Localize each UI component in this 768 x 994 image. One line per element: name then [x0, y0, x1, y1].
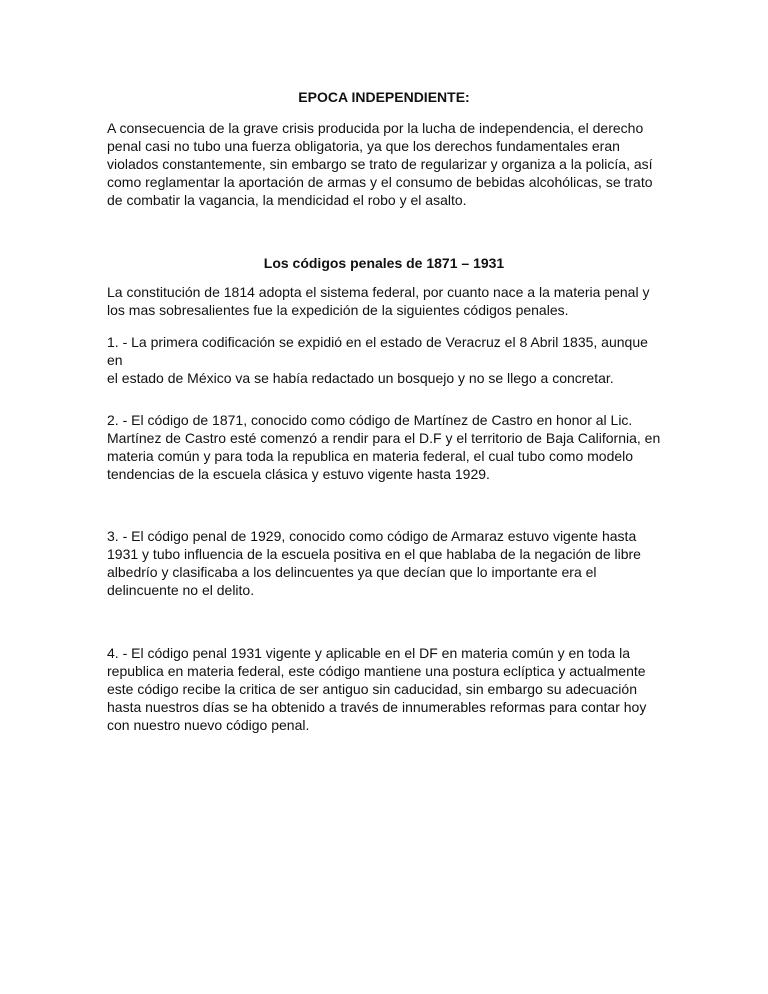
list-item-codigo-2: 2. - El código de 1871, conocido como código de Martínez de Castro en honor al Lic. Martínez de Castro esté comenzó a rendir para el D.F y el territorio de Baja California, en materia común y para toda la republica en materia federal, el cual tubo como modelo tendencias de la escuela clásica y estuvo vigente hasta 1929.: [107, 412, 661, 482]
section-heading-codigos-penales: Los códigos penales de 1871 – 1931: [263, 255, 505, 271]
paragraph-constitucion-1814: La constitución de 1814 adopta el sistema federal, por cuanto nace a la materia penal y los mas sobresalientes fue la expedición de la siguientes códigos penales.: [107, 284, 650, 318]
list-item-codigo-4: 4. - El código penal 1931 vigente y aplicable en el DF en materia común y en toda la republica en materia federal, este código mantiene una postura eclíptica y actualmente este código recibe la critica de ser antiguo sin caducidad, sin embargo su adecuación hasta nuestros días se ha obtenido a través de innumerables reformas para contar hoy con nuestro nuevo código penal.: [107, 645, 647, 733]
paragraph-epoca-independiente: A consecuencia de la grave crisis producida por la lucha de independencia, el derecho penal casi no tubo una fuerza obligatoria, ya que los derechos fundamentales eran violados constantemente, sin embargo se trato de regularizar y organiza a la policía, así como reglamentar la aportación de armas y el consumo de bebidas alcohólicas, se trato de combatir la vagancia, la mendicidad el robo y el asalto.: [107, 120, 653, 208]
list-item-codigo-3: 3. - El código penal de 1929, conocido como código de Armaraz estuvo vigente hasta 1931 y tubo influencia de la escuela positiva en el que hablaba de la negación de libre albedrío y clasificaba a los delincuentes ya que decían que lo importante era el delincuente no el delito.: [107, 528, 641, 598]
list-item-codigo-1: 1. - La primera codificación se expidió en el estado de Veracruz el 8 Abril 1835, aunque en el estado de México va se había redactado un bosquejo y no se llego a concretar.: [107, 334, 648, 386]
section-heading-epoca-independiente: EPOCA INDEPENDIENTE:: [298, 89, 470, 105]
